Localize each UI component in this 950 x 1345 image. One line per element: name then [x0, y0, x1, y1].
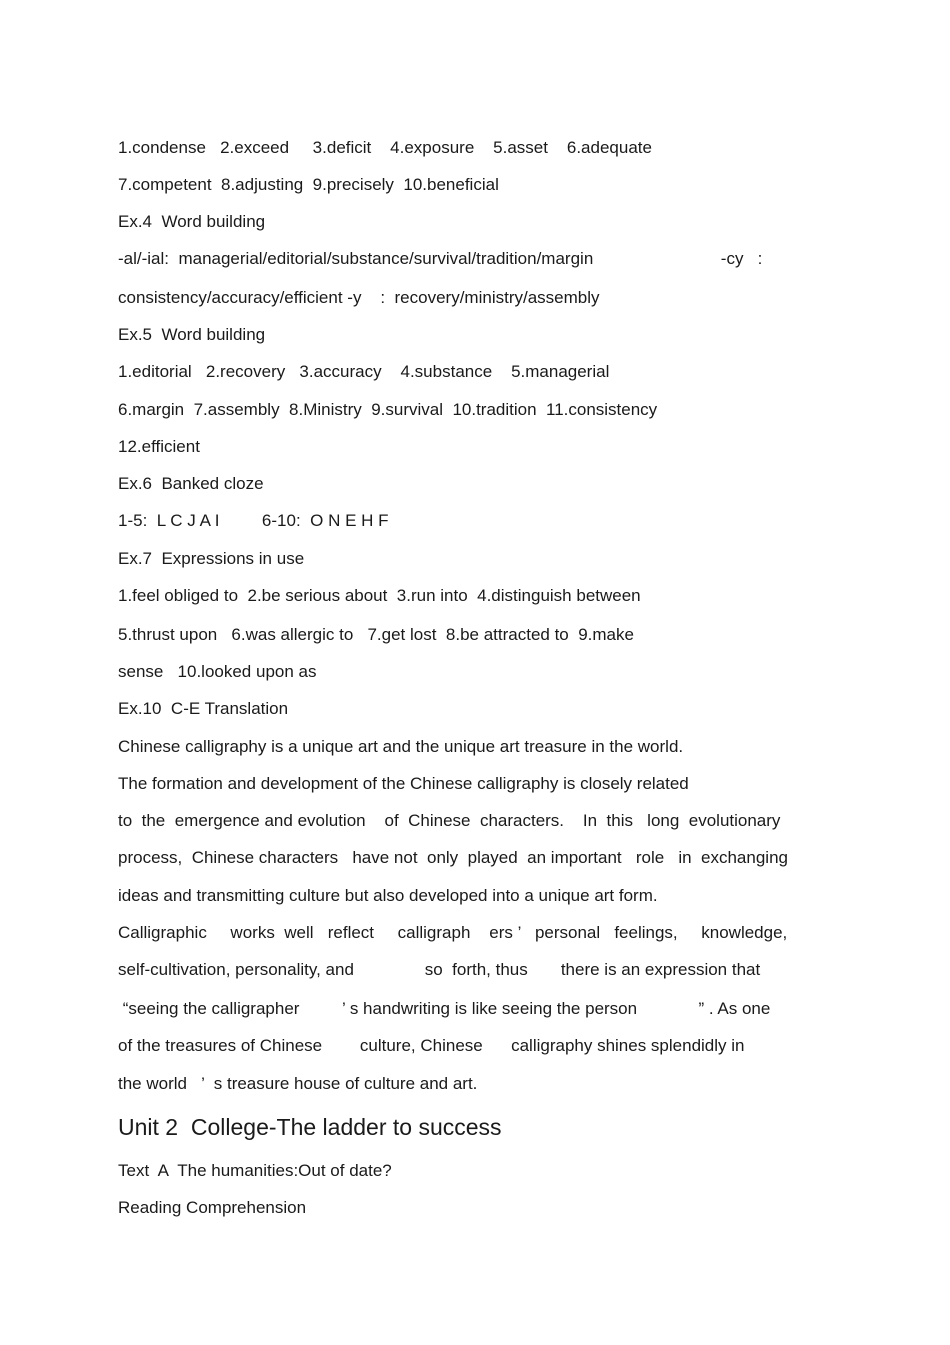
exercise-heading: Ex.7 Expressions in use — [118, 549, 305, 568]
answer-line: 1.feel obliged to 2.be serious about 3.run into 4.distinguish between — [118, 586, 641, 605]
exercise-heading: Ex.5 Word building — [118, 325, 266, 344]
translation-line: to the emergence and evolution of Chinese characters. In this long evolutionary — [118, 811, 781, 830]
exercise-heading: Ex.6 Banked cloze — [118, 474, 264, 493]
translation-line: of the treasures of Chinese culture, Chinese calligraphy shines splendidly in — [118, 1036, 745, 1055]
answer-line: 12.efficient — [118, 437, 200, 456]
translation-line: Chinese calligraphy is a unique art and the unique art treasure in the world. — [118, 737, 684, 756]
answer-line: 1-5: L C J A I 6-10: O N E H F — [118, 511, 389, 530]
answer-line: 7.competent 8.adjusting 9.precisely 10.beneficial — [118, 175, 499, 194]
answer-line: 1.condense 2.exceed 3.deficit 4.exposure 5.asset 6.adequate — [118, 138, 652, 157]
section-heading: Reading Comprehension — [118, 1198, 307, 1217]
translation-line: The formation and development of the Chinese calligraphy is closely related — [118, 774, 689, 793]
answer-line: consistency/accuracy/efficient -y : recovery/ministry/assembly — [118, 288, 600, 307]
translation-line: the world ’ s treasure house of culture and art. — [118, 1074, 478, 1093]
answer-line: sense 10.looked upon as — [118, 662, 317, 681]
answer-line: 6.margin 7.assembly 8.Ministry 9.survival 10.tradition 11.consistency — [118, 400, 658, 419]
translation-line: self-cultivation, personality, and so forth, thus there is an expression that — [118, 960, 761, 979]
answer-line: -al/-ial: managerial/editorial/substance/survival/tradition/margin -cy : — [118, 249, 763, 268]
answer-line: 5.thrust upon 6.was allergic to 7.get lost 8.be attracted to 9.make — [118, 625, 634, 644]
translation-line: “seeing the calligrapher ’ s handwriting is like seeing the person ” . As one — [118, 999, 771, 1018]
unit-heading: Unit 2 College-The ladder to success — [118, 1114, 502, 1140]
translation-line: process, Chinese characters have not only played an important role in exchanging — [118, 848, 788, 867]
exercise-heading: Ex.4 Word building — [118, 212, 266, 231]
translation-line: Calligraphic works well reflect calligraph ers ’ personal feelings, knowledge, — [118, 923, 788, 942]
translation-line: ideas and transmitting culture but also developed into a unique art form. — [118, 886, 658, 905]
answer-line: 1.editorial 2.recovery 3.accuracy 4.substance 5.managerial — [118, 362, 610, 381]
exercise-heading: Ex.10 C-E Translation — [118, 699, 289, 718]
text-heading: Text A The humanities:Out of date? — [118, 1161, 392, 1180]
